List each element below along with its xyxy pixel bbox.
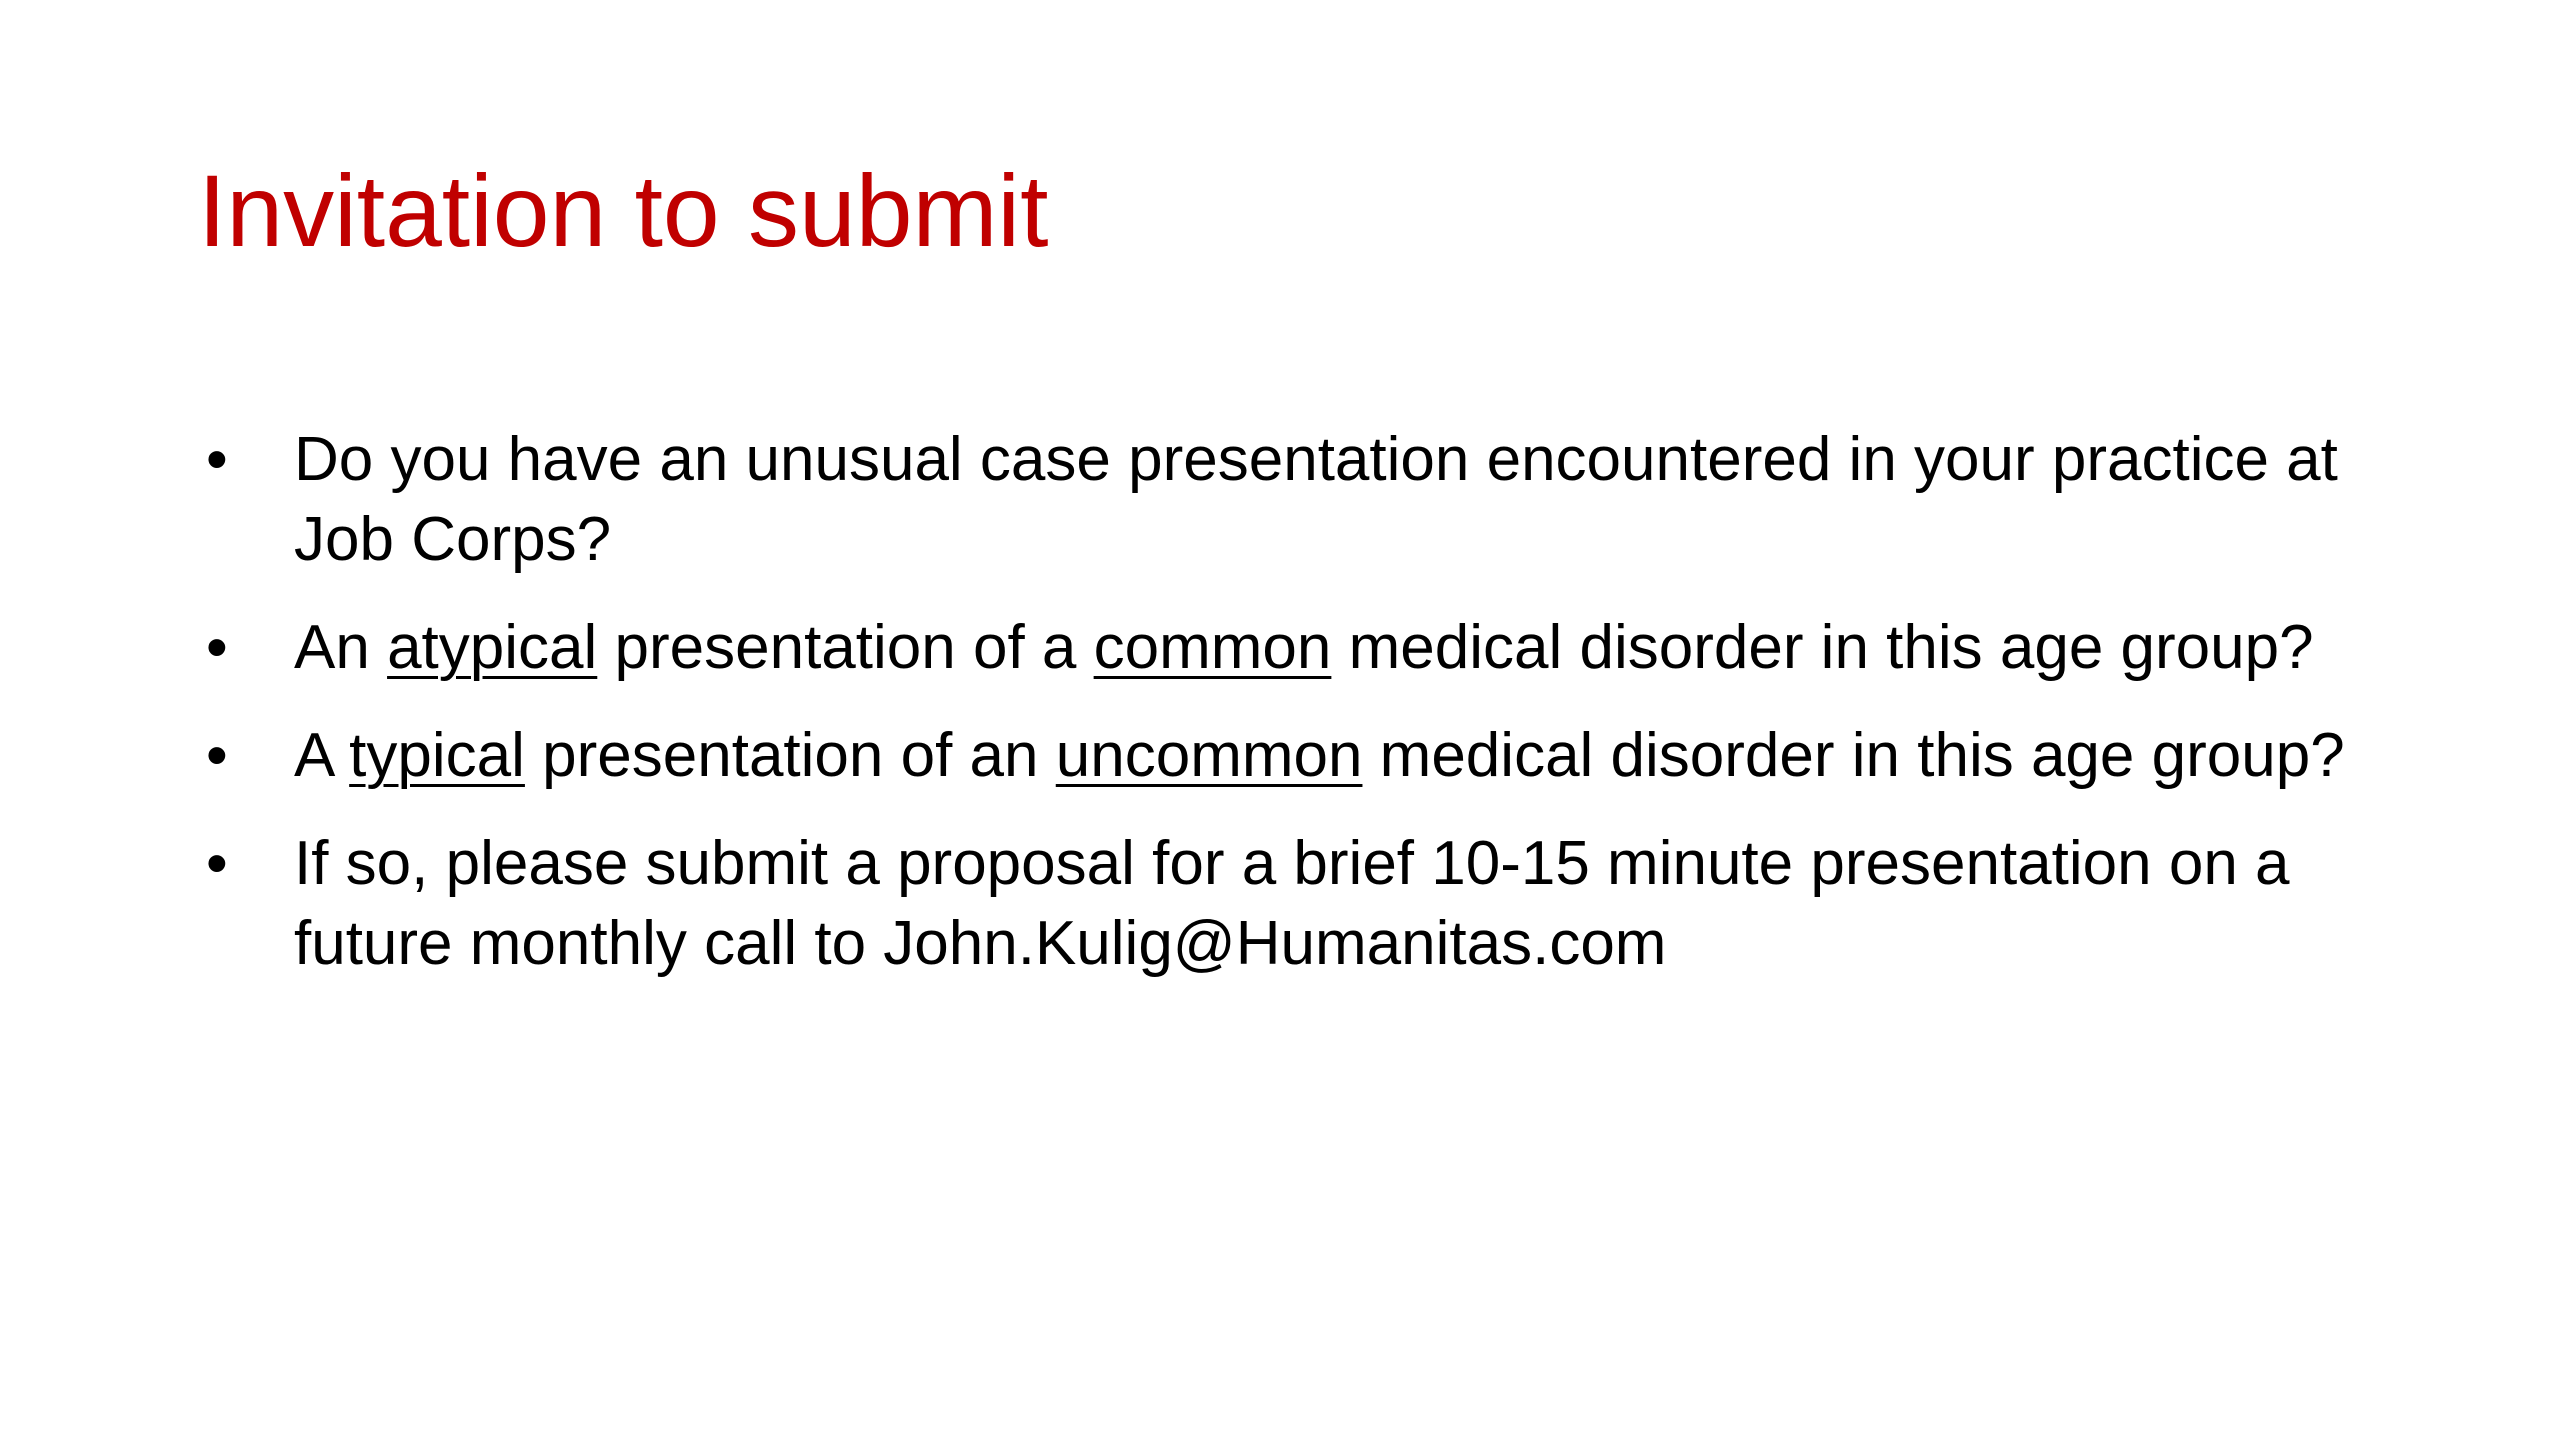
underlined-word-common: common — [1093, 613, 1332, 682]
bullet-text: If so, please submit a proposal for a brief 10-15 minute presentation on a future monthly call to John.Kulig@Humanitas.com — [294, 829, 2290, 978]
bullet-dot-icon: • — [206, 613, 228, 682]
bullet-item-typical-presentation — [198, 716, 2438, 796]
bullet-text: Do you have an unusual case presentation encountered in your practice at Job Corps? — [294, 425, 2338, 574]
slide-title: Invitation to submit — [198, 154, 1049, 268]
bullet-dot-icon: • — [206, 829, 228, 898]
bullet-item-atypical-presentation — [198, 608, 2438, 688]
bullet-text-part: presentation of a — [597, 613, 1094, 682]
bullet-text-part: presentation of an — [524, 721, 1056, 790]
bullet-dot-icon: • — [206, 721, 228, 790]
bullet-dot-icon: • — [206, 425, 228, 494]
underlined-word-typical: typical — [349, 721, 525, 790]
bullet-text-part: A — [294, 721, 350, 790]
bullet-text-part: medical disorder in this age group? — [1362, 721, 2345, 790]
underlined-word-atypical: atypical — [387, 613, 598, 682]
bullet-item-unusual-case — [198, 420, 2438, 580]
bullet-text-part: An — [294, 613, 388, 682]
bullet-list — [198, 420, 2438, 1012]
underlined-word-uncommon: uncommon — [1055, 721, 1363, 790]
bullet-item-submit-proposal — [198, 824, 2438, 984]
bullet-text-part: medical disorder in this age group? — [1331, 613, 2314, 682]
